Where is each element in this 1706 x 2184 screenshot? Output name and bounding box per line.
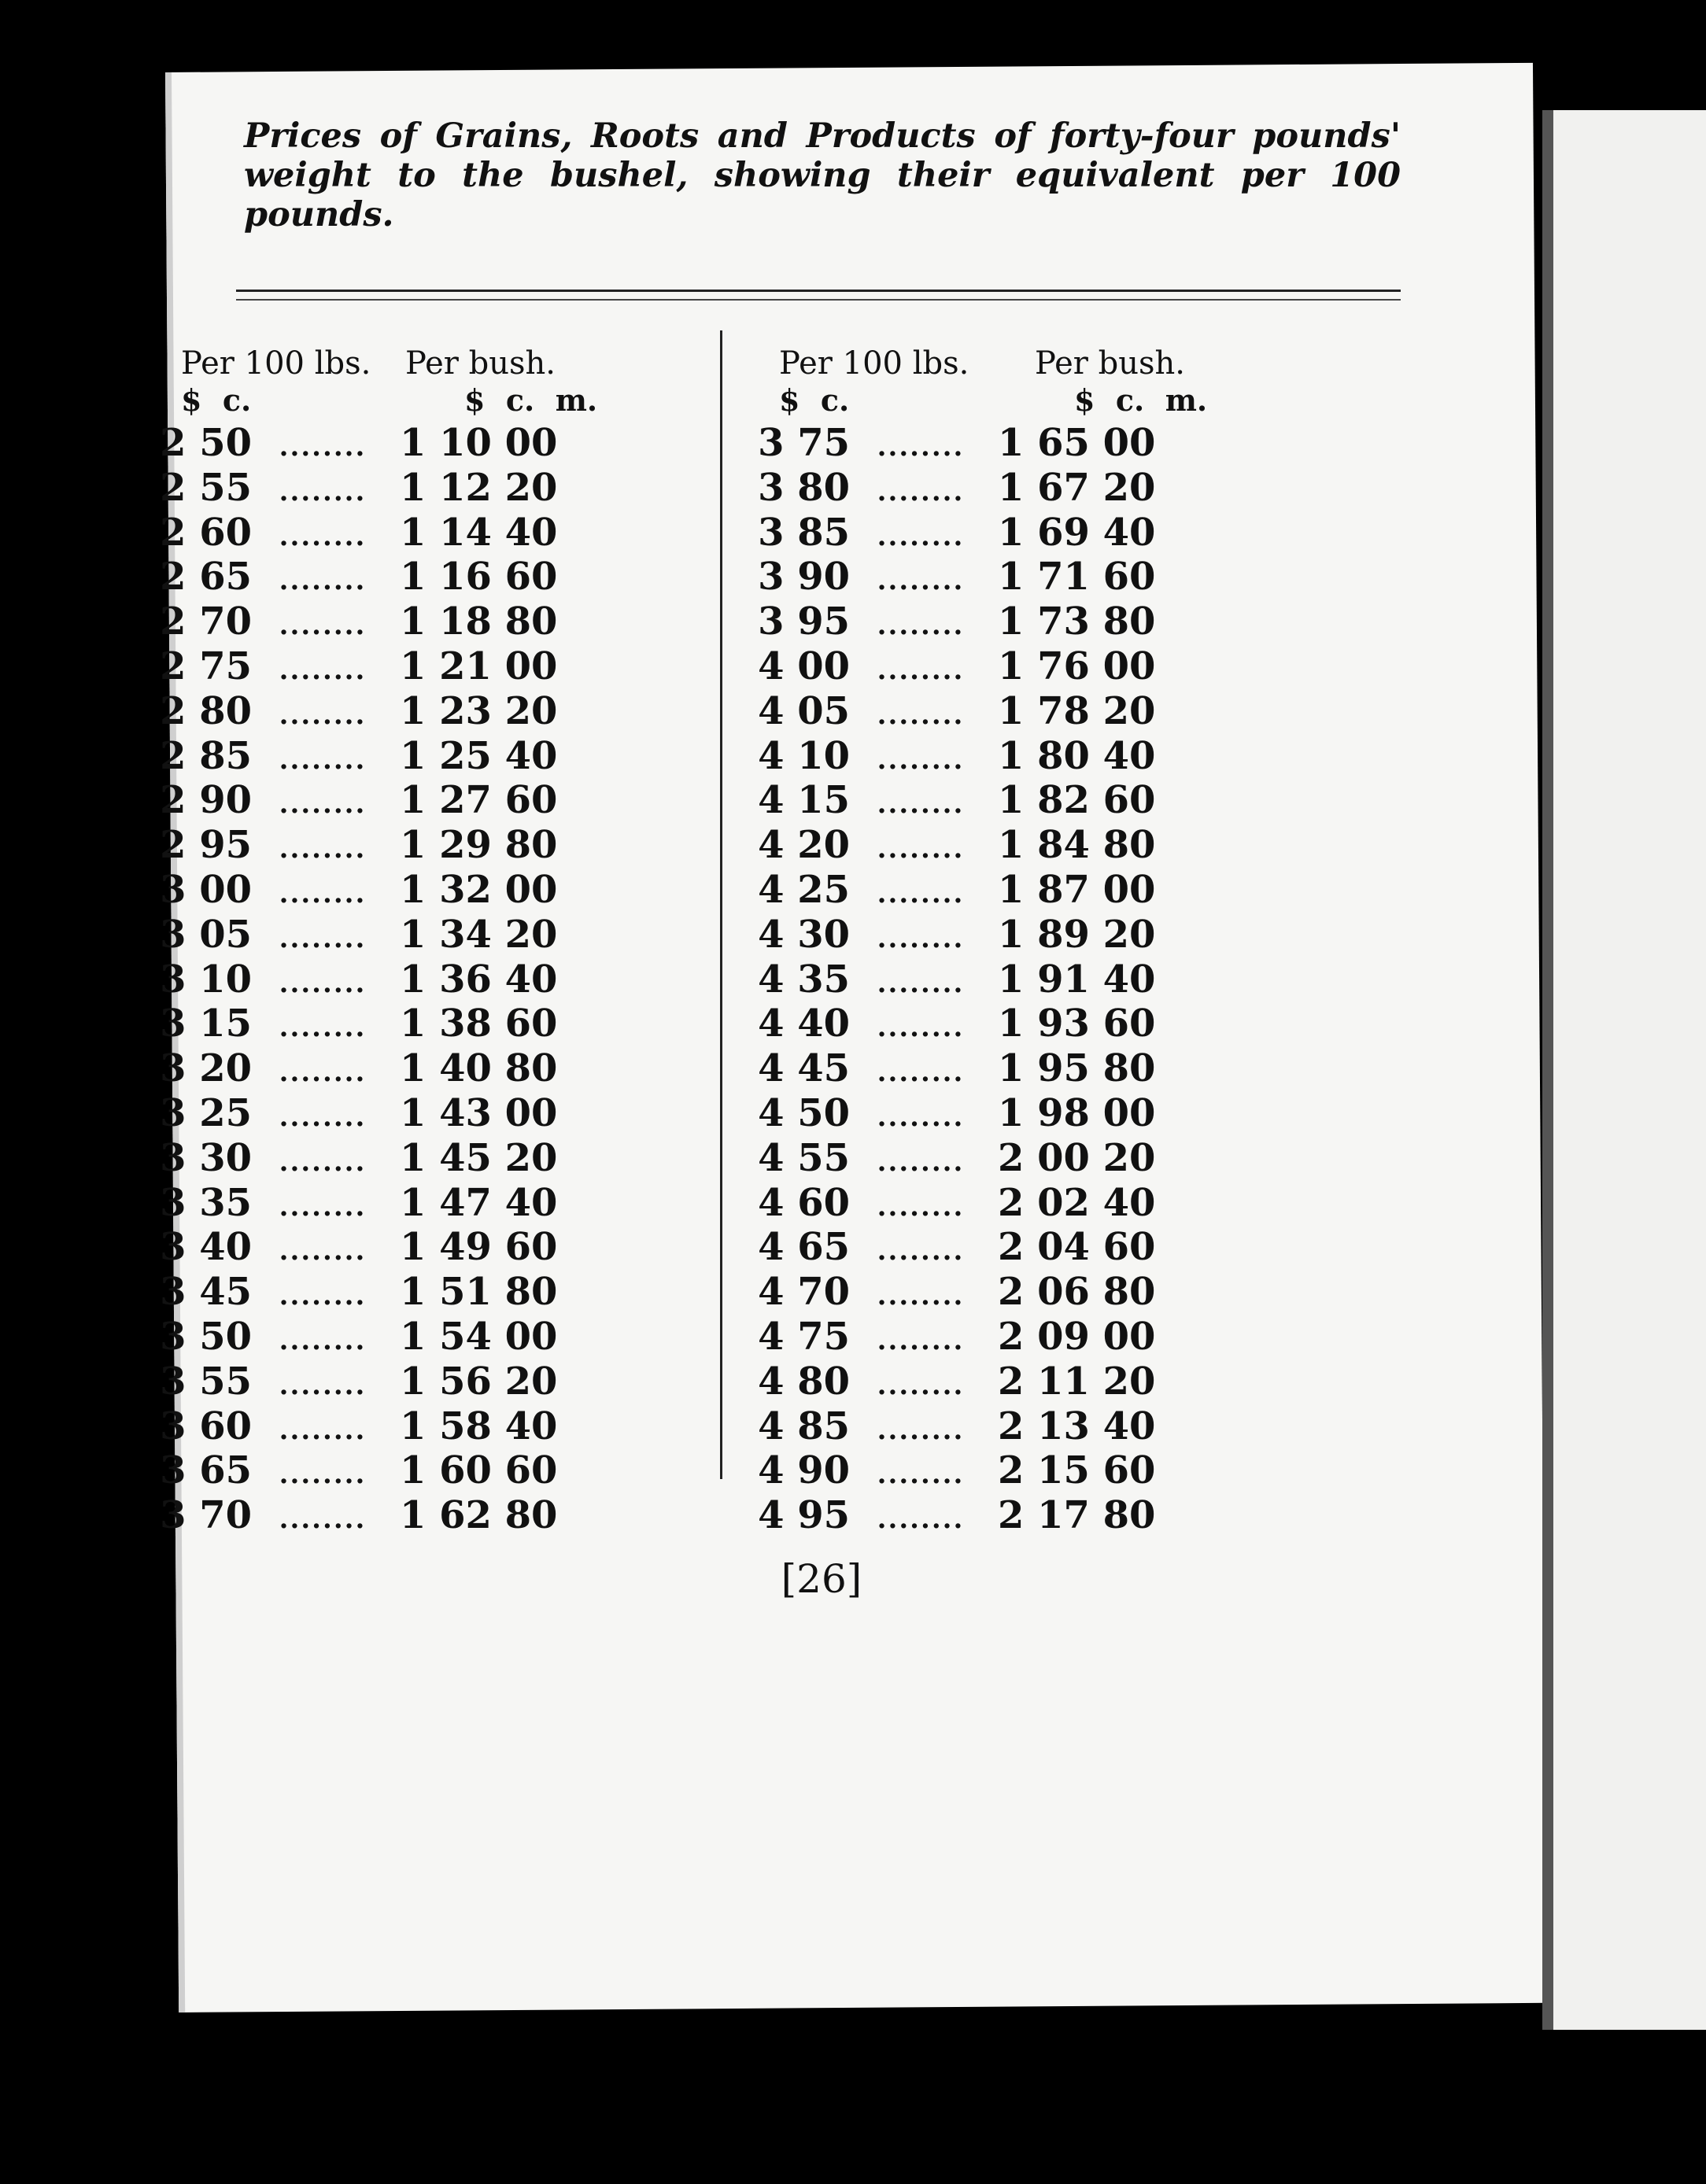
price-per-bushel: 1 16 60 <box>400 555 558 599</box>
price-per-bushel: 1 32 00 <box>400 867 558 912</box>
price-per-100-lbs: 3 80 <box>758 465 850 510</box>
price-per-100-lbs: 3 25 <box>160 1090 252 1135</box>
dot-leader: ........ <box>877 654 965 686</box>
price-per-bushel: 1 51 80 <box>400 1270 558 1315</box>
price-per-bushel: 1 89 20 <box>998 912 1156 957</box>
price-per-100-lbs: 2 85 <box>160 733 252 778</box>
table-row <box>736 734 1287 779</box>
price-per-bushel: 1 40 80 <box>400 1046 558 1091</box>
dot-leader: ........ <box>877 610 965 642</box>
right-rows <box>736 421 1287 1538</box>
left-unit-bush: $ c. m. <box>464 382 598 418</box>
table-row <box>736 778 1287 823</box>
dot-leader: ........ <box>877 1459 965 1491</box>
price-per-bushel: 1 67 20 <box>998 465 1156 510</box>
price-per-bushel: 1 91 40 <box>998 957 1156 1002</box>
price-per-100-lbs: 4 60 <box>758 1180 850 1225</box>
price-per-bushel: 1 38 60 <box>400 1002 558 1046</box>
dot-leader: ........ <box>877 699 965 731</box>
dot-leader: ........ <box>279 788 367 821</box>
dot-leader: ........ <box>877 1190 965 1223</box>
table-row <box>138 644 689 689</box>
price-per-100-lbs: 3 95 <box>758 599 850 644</box>
price-per-bushel: 1 29 80 <box>400 823 558 868</box>
price-per-100-lbs: 2 60 <box>160 510 252 555</box>
price-per-100-lbs: 3 20 <box>160 1046 252 1091</box>
left-rows <box>138 421 689 1538</box>
price-per-100-lbs: 3 45 <box>160 1270 252 1315</box>
table-row <box>736 1315 1287 1359</box>
price-per-bushel: 1 71 60 <box>998 555 1156 599</box>
table-row <box>138 555 689 599</box>
table-row <box>138 868 689 913</box>
table-row <box>138 511 689 555</box>
dot-leader: ........ <box>279 922 367 954</box>
price-per-100-lbs: 2 55 <box>160 465 252 510</box>
price-per-100-lbs: 2 80 <box>160 688 252 733</box>
dot-leader: ........ <box>279 1280 367 1312</box>
dot-leader: ........ <box>877 1057 965 1089</box>
price-per-bushel: 1 47 40 <box>400 1180 558 1225</box>
price-per-bushel: 2 02 40 <box>998 1180 1156 1225</box>
table-row <box>736 1046 1287 1091</box>
dot-leader: ........ <box>877 475 965 507</box>
dot-leader: ........ <box>279 610 367 642</box>
price-per-bushel: 2 09 00 <box>998 1314 1156 1359</box>
table-row <box>138 1181 689 1226</box>
price-per-bushel: 1 56 20 <box>400 1359 558 1404</box>
dot-leader: ........ <box>279 833 367 865</box>
dot-leader: ........ <box>279 431 367 463</box>
price-per-bushel: 1 84 80 <box>998 823 1156 868</box>
price-per-bushel: 1 10 00 <box>400 421 558 465</box>
price-per-100-lbs: 2 70 <box>160 599 252 644</box>
left-unit-row <box>138 382 689 418</box>
title-rule-bottom <box>236 299 1401 301</box>
price-per-100-lbs: 4 45 <box>758 1046 850 1091</box>
price-per-bushel: 2 04 60 <box>998 1225 1156 1270</box>
price-per-bushel: 1 18 80 <box>400 599 558 644</box>
price-per-bushel: 1 12 20 <box>400 465 558 510</box>
table-row <box>736 1448 1287 1493</box>
price-per-bushel: 1 76 00 <box>998 644 1156 688</box>
price-per-100-lbs: 2 90 <box>160 778 252 823</box>
price-per-bushel: 2 13 40 <box>998 1404 1156 1448</box>
dot-leader: ........ <box>877 1101 965 1133</box>
price-per-bushel: 1 69 40 <box>998 510 1156 555</box>
table-row <box>736 1493 1287 1538</box>
price-per-bushel: 1 95 80 <box>998 1046 1156 1091</box>
table-row <box>138 913 689 957</box>
price-per-bushel: 1 43 00 <box>400 1090 558 1135</box>
table-row <box>138 734 689 779</box>
dot-leader: ........ <box>279 1459 367 1491</box>
dot-leader: ........ <box>279 520 367 552</box>
table-row <box>138 1225 689 1270</box>
right-unit-bush: $ c. m. <box>1074 382 1208 418</box>
dot-leader: ........ <box>877 967 965 999</box>
dot-leader: ........ <box>279 1503 367 1536</box>
table-row <box>138 1448 689 1493</box>
price-per-100-lbs: 3 75 <box>758 421 850 465</box>
price-per-100-lbs: 2 95 <box>160 823 252 868</box>
table-row <box>138 1046 689 1091</box>
table-row <box>138 957 689 1002</box>
price-per-100-lbs: 2 75 <box>160 644 252 688</box>
table-row <box>138 466 689 511</box>
dot-leader: ........ <box>877 922 965 954</box>
right-header-per-bush: Per bush. <box>1035 345 1185 382</box>
right-header-per-lbs: Per 100 lbs. <box>779 345 969 382</box>
price-per-100-lbs: 4 50 <box>758 1090 850 1135</box>
dot-leader: ........ <box>877 743 965 776</box>
dot-leader: ........ <box>279 1057 367 1089</box>
table-row <box>736 1002 1287 1046</box>
price-per-bushel: 1 27 60 <box>400 778 558 823</box>
table-row <box>736 868 1287 913</box>
dot-leader: ........ <box>877 565 965 597</box>
price-per-bushel: 1 98 00 <box>998 1090 1156 1135</box>
price-per-bushel: 1 73 80 <box>998 599 1156 644</box>
price-per-100-lbs: 4 05 <box>758 688 850 733</box>
price-per-bushel: 1 87 00 <box>998 867 1156 912</box>
price-per-100-lbs: 3 00 <box>160 867 252 912</box>
price-per-bushel: 2 06 80 <box>998 1270 1156 1315</box>
price-per-100-lbs: 4 75 <box>758 1314 850 1359</box>
price-per-100-lbs: 4 20 <box>758 823 850 868</box>
table-row <box>736 421 1287 466</box>
price-per-bushel: 1 80 40 <box>998 733 1156 778</box>
table-row <box>736 1136 1287 1181</box>
price-per-100-lbs: 4 55 <box>758 1135 850 1180</box>
table-row <box>736 913 1287 957</box>
left-header-per-lbs: Per 100 lbs. <box>181 345 371 382</box>
column-divider <box>720 330 722 1479</box>
price-per-100-lbs: 3 40 <box>160 1225 252 1270</box>
price-per-bushel: 1 34 20 <box>400 912 558 957</box>
price-per-100-lbs: 3 90 <box>758 555 850 599</box>
price-per-100-lbs: 3 15 <box>160 1002 252 1046</box>
dot-leader: ........ <box>877 788 965 821</box>
dot-leader: ........ <box>279 565 367 597</box>
price-per-100-lbs: 4 35 <box>758 957 850 1002</box>
title-rule-top <box>236 290 1401 292</box>
table-row <box>138 823 689 868</box>
price-per-bushel: 1 45 20 <box>400 1135 558 1180</box>
price-per-bushel: 1 62 80 <box>400 1493 558 1538</box>
dot-leader: ........ <box>877 520 965 552</box>
dot-leader: ........ <box>279 1190 367 1223</box>
dot-leader: ........ <box>877 1280 965 1312</box>
left-price-table <box>138 334 689 1538</box>
adjacent-page-edge <box>1542 110 1706 2030</box>
price-per-bushel: 1 58 40 <box>400 1404 558 1448</box>
price-per-bushel: 2 17 80 <box>998 1493 1156 1538</box>
dot-leader: ........ <box>279 1369 367 1401</box>
price-per-100-lbs: 3 85 <box>758 510 850 555</box>
dot-leader: ........ <box>877 1503 965 1536</box>
table-row <box>736 511 1287 555</box>
dot-leader: ........ <box>279 877 367 909</box>
dot-leader: ........ <box>279 699 367 731</box>
price-per-bushel: 2 11 20 <box>998 1359 1156 1404</box>
price-per-bushel: 1 25 40 <box>400 733 558 778</box>
table-row <box>138 1136 689 1181</box>
price-per-bushel: 1 65 00 <box>998 421 1156 465</box>
price-per-100-lbs: 4 15 <box>758 778 850 823</box>
price-per-bushel: 1 23 20 <box>400 688 558 733</box>
left-unit-lbs: $ c. <box>181 382 252 418</box>
price-per-bushel: 1 21 00 <box>400 644 558 688</box>
price-per-100-lbs: 4 85 <box>758 1404 850 1448</box>
table-row <box>736 644 1287 689</box>
dot-leader: ........ <box>877 1145 965 1178</box>
price-per-bushel: 1 93 60 <box>998 1002 1156 1046</box>
price-per-bushel: 1 82 60 <box>998 778 1156 823</box>
price-per-100-lbs: 3 30 <box>160 1135 252 1180</box>
price-per-bushel: 1 14 40 <box>400 510 558 555</box>
table-row <box>736 1181 1287 1226</box>
price-per-100-lbs: 2 65 <box>160 555 252 599</box>
right-unit-lbs: $ c. <box>779 382 850 418</box>
table-title: Prices of Grains, Roots and Products of forty-four pounds' weight to the bushel, showing their equivalent per 100 pounds. <box>244 116 1401 234</box>
table-row <box>736 466 1287 511</box>
left-header-row <box>138 334 689 382</box>
price-per-bushel: 1 49 60 <box>400 1225 558 1270</box>
table-row <box>736 1270 1287 1315</box>
dot-leader: ........ <box>279 1235 367 1267</box>
table-row <box>736 1091 1287 1136</box>
price-per-bushel: 2 00 20 <box>998 1135 1156 1180</box>
table-row <box>736 823 1287 868</box>
table-row <box>736 1225 1287 1270</box>
page-number-text: [26] <box>781 1556 862 1602</box>
dot-leader: ........ <box>877 1324 965 1356</box>
dot-leader: ........ <box>877 1414 965 1446</box>
dot-leader: ........ <box>279 1414 367 1446</box>
right-price-table <box>736 334 1287 1538</box>
price-per-100-lbs: 4 25 <box>758 867 850 912</box>
table-row <box>138 1359 689 1404</box>
table-row <box>138 1091 689 1136</box>
dot-leader: ........ <box>877 1235 965 1267</box>
price-per-100-lbs: 4 65 <box>758 1225 850 1270</box>
table-row <box>736 957 1287 1002</box>
table-row <box>138 689 689 734</box>
dot-leader: ........ <box>877 877 965 909</box>
table-row <box>138 1493 689 1538</box>
price-per-100-lbs: 4 90 <box>758 1448 850 1493</box>
page-number <box>0 1556 1706 1602</box>
price-per-100-lbs: 3 55 <box>160 1359 252 1404</box>
dot-leader: ........ <box>279 1012 367 1044</box>
price-per-100-lbs: 3 10 <box>160 957 252 1002</box>
price-per-100-lbs: 4 40 <box>758 1002 850 1046</box>
table-row <box>138 599 689 644</box>
price-per-100-lbs: 2 50 <box>160 421 252 465</box>
price-per-100-lbs: 3 70 <box>160 1493 252 1538</box>
price-per-100-lbs: 3 50 <box>160 1314 252 1359</box>
dot-leader: ........ <box>279 475 367 507</box>
price-per-bushel: 1 60 60 <box>400 1448 558 1493</box>
price-per-100-lbs: 3 65 <box>160 1448 252 1493</box>
dot-leader: ........ <box>877 1012 965 1044</box>
dot-leader: ........ <box>877 833 965 865</box>
dot-leader: ........ <box>279 1101 367 1133</box>
right-unit-row <box>736 382 1287 418</box>
price-per-100-lbs: 4 00 <box>758 644 850 688</box>
price-per-100-lbs: 4 70 <box>758 1270 850 1315</box>
table-row <box>736 599 1287 644</box>
price-per-100-lbs: 4 95 <box>758 1493 850 1538</box>
table-row <box>138 1404 689 1449</box>
dot-leader: ........ <box>877 1369 965 1401</box>
table-row <box>138 1002 689 1046</box>
price-per-100-lbs: 3 05 <box>160 912 252 957</box>
dot-leader: ........ <box>279 1145 367 1178</box>
price-per-100-lbs: 4 30 <box>758 912 850 957</box>
price-per-100-lbs: 4 80 <box>758 1359 850 1404</box>
dot-leader: ........ <box>279 1324 367 1356</box>
table-row <box>736 1404 1287 1449</box>
dot-leader: ........ <box>877 431 965 463</box>
table-row <box>736 555 1287 599</box>
price-per-bushel: 1 36 40 <box>400 957 558 1002</box>
table-row <box>736 689 1287 734</box>
table-row <box>138 1315 689 1359</box>
price-per-bushel: 1 54 00 <box>400 1314 558 1359</box>
table-row <box>736 1359 1287 1404</box>
dot-leader: ........ <box>279 743 367 776</box>
table-row <box>138 421 689 466</box>
price-per-bushel: 2 15 60 <box>998 1448 1156 1493</box>
price-per-100-lbs: 4 10 <box>758 733 850 778</box>
table-row <box>138 1270 689 1315</box>
dot-leader: ........ <box>279 967 367 999</box>
right-header-row <box>736 334 1287 382</box>
price-per-bushel: 1 78 20 <box>998 688 1156 733</box>
table-row <box>138 778 689 823</box>
left-header-per-bush: Per bush. <box>405 345 556 382</box>
dot-leader: ........ <box>279 654 367 686</box>
price-per-100-lbs: 3 35 <box>160 1180 252 1225</box>
price-per-100-lbs: 3 60 <box>160 1404 252 1448</box>
